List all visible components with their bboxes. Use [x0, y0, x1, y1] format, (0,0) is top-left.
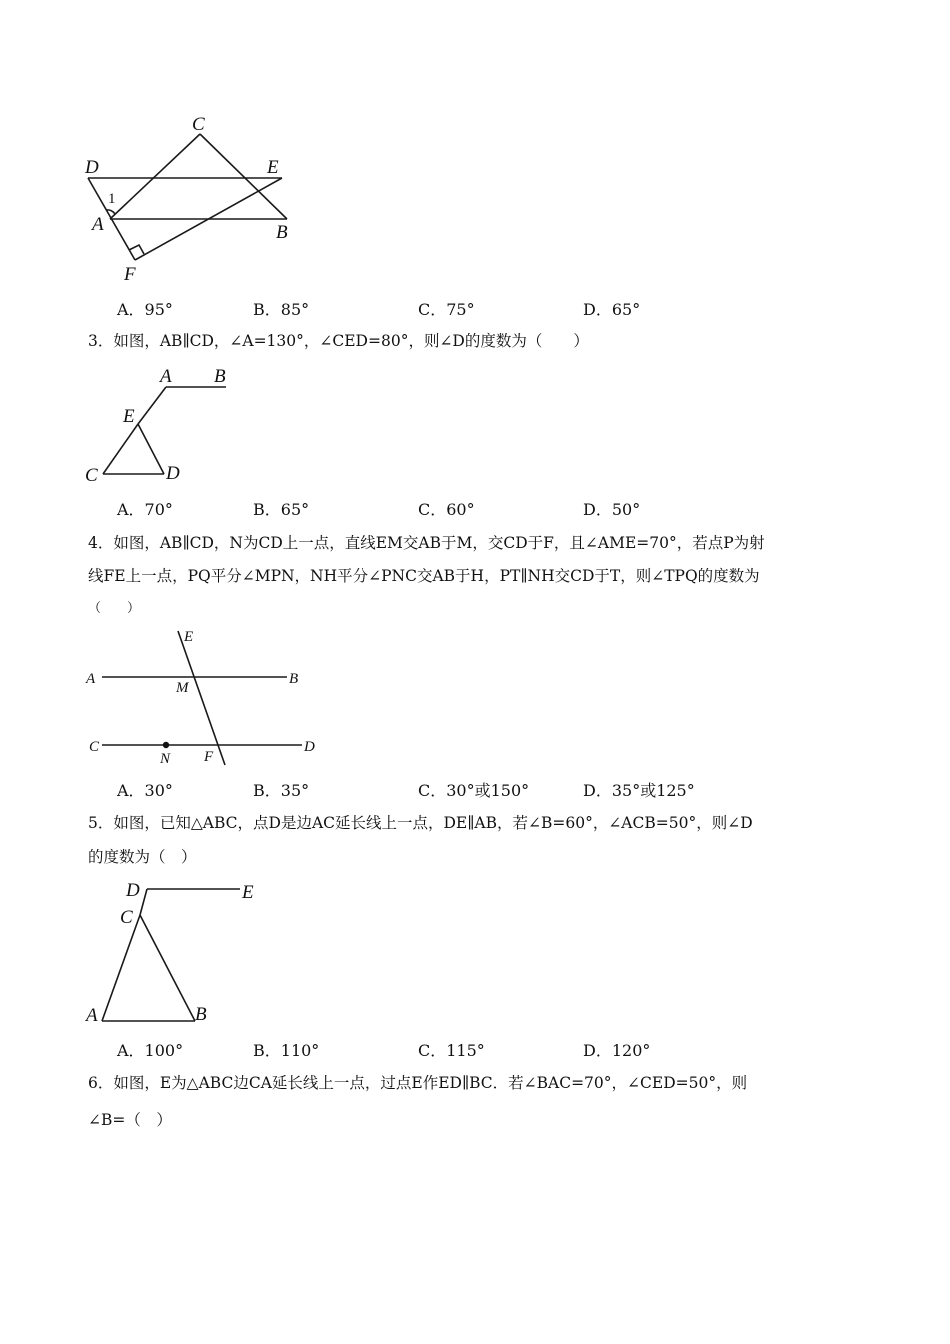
q2-label-E: E [267, 157, 279, 178]
q4-label-B: B [289, 671, 299, 687]
q5-option-d[interactable]: D．120° [583, 1041, 651, 1060]
q3-option-d[interactable]: D．50° [583, 500, 641, 519]
q4-label-F: F [204, 749, 214, 765]
q2-figure [80, 110, 310, 285]
q5-label-B: B [195, 1004, 207, 1025]
q5-label-E: E [242, 882, 254, 903]
q3-label-E: E [123, 406, 135, 427]
q4-label-A: A [86, 671, 96, 687]
q5-option-a[interactable]: A．100° [117, 1041, 184, 1060]
q5-option-c[interactable]: C．115° [418, 1041, 485, 1060]
q2-label-A: A [92, 214, 104, 235]
q4-figure [80, 625, 330, 770]
q3-label-A: A [160, 366, 172, 387]
q4-label-M: M [176, 680, 189, 696]
q4-option-c[interactable]: C．30°或150° [418, 781, 530, 800]
q2-label-angle-1: 1 [108, 191, 116, 207]
q3-label-C: C [85, 465, 98, 486]
q6-stem-line-1: 6．如图，E为△ABC边CA延长线上一点，过点E作ED∥BC．若∠BAC=70°，∠CED=50°，则 [88, 1074, 748, 1092]
q3-figure [80, 362, 240, 487]
q4-stem-line-1: 4．如图，AB∥CD，N为CD上一点，直线EM交AB于M，交CD于F，且∠AME=70°，若点P为射 [88, 534, 765, 552]
q5-label-C: C [120, 907, 133, 928]
q4-options [117, 778, 817, 800]
q2-option-b[interactable]: B．85° [253, 300, 310, 319]
q2-label-B: B [276, 222, 288, 243]
q2-option-c[interactable]: C．75° [418, 300, 475, 319]
q4-label-N: N [160, 751, 171, 767]
q2-label-C: C [192, 114, 205, 135]
q5-stem-line-2: 的度数为（ ） [88, 848, 197, 866]
q2-option-a[interactable]: A．95° [117, 300, 173, 319]
q4-point-N [163, 742, 169, 748]
q3-options [117, 497, 817, 519]
q4-option-d[interactable]: D．35°或125° [583, 781, 695, 800]
q2-options [117, 297, 817, 319]
q5-option-b[interactable]: B．110° [253, 1041, 320, 1060]
q6-stem-line-2: ∠B=（ ） [88, 1111, 172, 1129]
q3-option-c[interactable]: C．60° [418, 500, 475, 519]
q3-option-b[interactable]: B．65° [253, 500, 310, 519]
q4-stem-line-2: 线FE上一点，PQ平分∠MPN，NH平分∠PNC交AB于H，PT∥NH交CD于T，则∠TPQ的度数为 [88, 567, 760, 585]
q4-label-C: C [89, 739, 100, 755]
q3-option-a[interactable]: A．70° [117, 500, 173, 519]
q3-stem: 3．如图，AB∥CD，∠A=130°，∠CED=80°，则∠D的度数为（ ） [88, 332, 589, 350]
q2-option-d[interactable]: D．65° [583, 300, 641, 319]
q2-label-D: D [85, 157, 99, 178]
q3-label-D: D [166, 463, 180, 484]
q4-option-b[interactable]: B．35° [253, 781, 310, 800]
q4-label-E: E [184, 629, 194, 645]
q4-option-a[interactable]: A．30° [117, 781, 173, 800]
q5-options [117, 1038, 817, 1060]
q5-stem-line-1: 5．如图，已知△ABC，点D是边AC延长线上一点，DE∥AB，若∠B=60°，∠ACB=50°，则∠D [88, 814, 753, 832]
q3-label-B: B [214, 366, 226, 387]
q2-label-F: F [124, 264, 136, 285]
q4-label-D: D [304, 739, 315, 755]
q4-stem-line-3: （ ） [88, 601, 141, 616]
q5-figure [80, 875, 270, 1030]
q5-label-A: A [86, 1005, 98, 1026]
q5-label-D: D [126, 880, 140, 901]
